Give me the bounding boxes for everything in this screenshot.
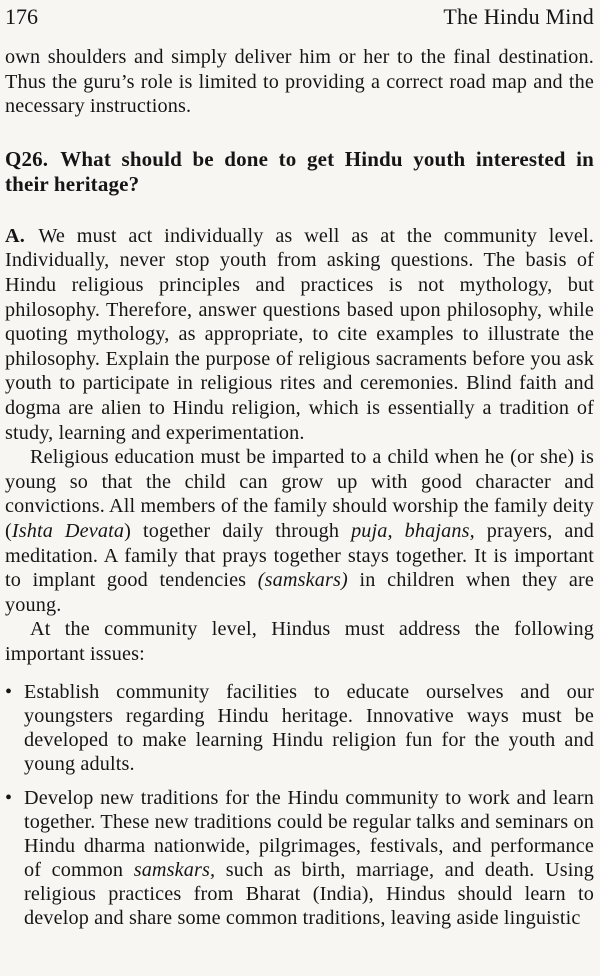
paragraph-2-text: prayers, and meditation. A family that prays together stays together. It is important to implant good tendencies [5, 519, 594, 592]
answer-label: A. [5, 224, 25, 247]
question-heading [5, 147, 594, 197]
issues-list [5, 680, 594, 930]
list-item-text: • Establish community facilities to educate ourselves and our youngsters regarding Hindu heritage. Innovative ways must be developed to make learning Hindu religion fun for the youth and young adults. [24, 681, 594, 776]
question-text: What should be done to get Hindu youth interested in their heritage? [5, 146, 594, 196]
paragraph-2-text: Religious education must be imparted to a child when he (or she) is young so that the child can grow up with good character and convictions. All members of the family should worship the family deity ( [5, 446, 594, 542]
term-ishta-devata: Ishta Devata [11, 519, 125, 542]
list-item [5, 786, 594, 930]
answer-text-1: We must act individually as well as at the community level. Individually, never stop youth from asking questions. The basis of Hindu religious principles and practices is not mythology, but philosophy. Therefore, answer questions based upon philosophy, while quoting mythology, as appropriate, to cite examples to illustrate the philosophy. Explain the purpose of religious sacraments before you ask youth to participate in religious rites and ceremonies. Blind faith and dogma are alien to Hindu religion, which is essentially a tradition of study, learning and experimentation. [5, 224, 594, 444]
answer-paragraph-2 [5, 445, 594, 617]
term-samskars: (samskars) [257, 569, 348, 592]
continued-paragraph: own shoulders and simply deliver him or her to the final destination. Thus the guru’s role is limited to providing a correct road map and the necessary instructions. [5, 46, 594, 118]
list-item-text [24, 786, 594, 930]
answer-paragraph-1 [5, 224, 594, 445]
term-samskars: samskars, [133, 859, 216, 882]
answer-paragraph-3: At the community level, Hindus must address the following important issues: [5, 618, 594, 665]
paragraph-2-text: ) together daily through [124, 519, 352, 542]
page-number: 176 [5, 4, 38, 29]
paragraph-2-text: in children when they are young. [5, 569, 595, 616]
question-number: Q26. [5, 146, 49, 171]
list-item-text-part: such as birth, marriage, and death. Using religious practices from Bharat (India), Hindus should learn to develop and share some common traditions, leaving aside linguistic [24, 859, 594, 930]
running-head [5, 0, 594, 34]
book-title: The Hindu Mind [443, 4, 594, 29]
list-item-text-part: Develop new traditions for the Hindu community to work and learn together. These new traditions could be regular talks and seminars on Hindu dharma nationwide, pilgrimages, festivals, and performance of common [24, 787, 594, 882]
term-puja-bhajans: puja, bhajans, [351, 519, 475, 542]
list-item [5, 680, 594, 776]
